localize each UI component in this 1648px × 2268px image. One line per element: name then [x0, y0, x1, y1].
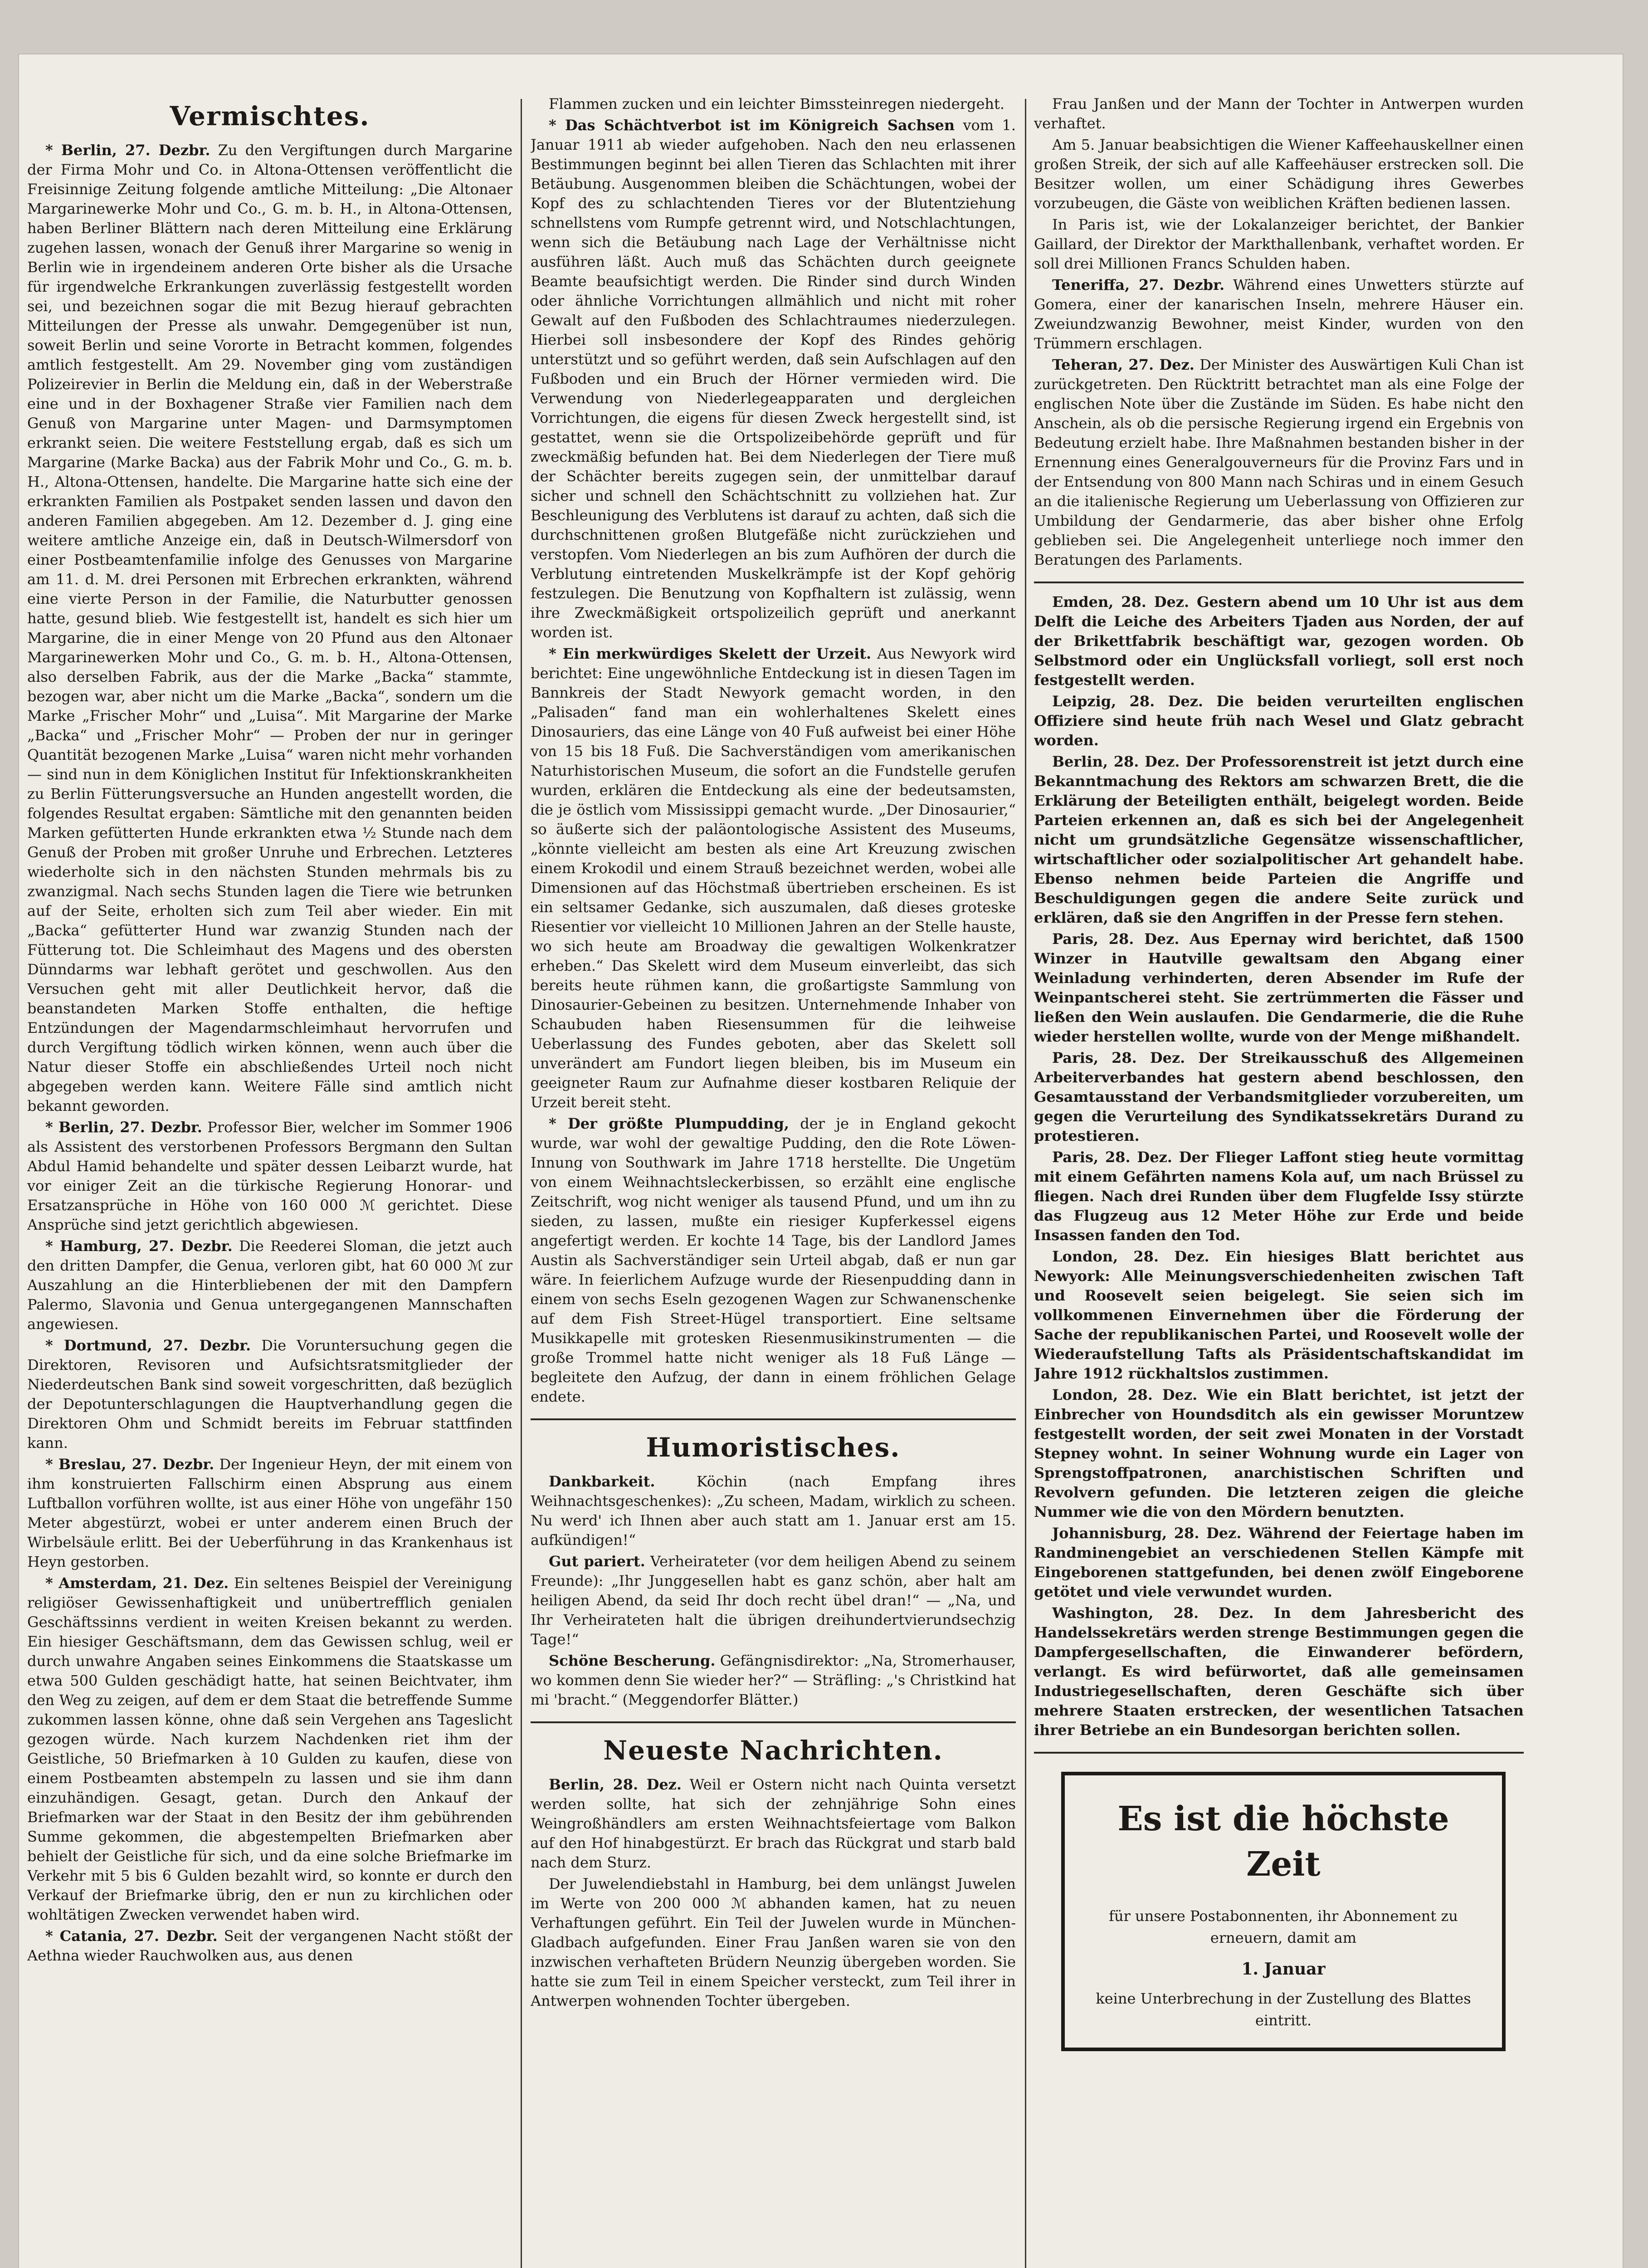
- article-paragraph: [1034, 1524, 1524, 1602]
- article-paragraph: [1034, 275, 1524, 353]
- article-text: In Paris ist, wie der Lokalanzeiger berichtet, der Bankier Gaillard, der Direktor der Markthallenbank, verhaftet worden. Er soll drei Millionen Francs Schulden haben.: [1034, 216, 1524, 272]
- article-dateline: Dankbarkeit.: [549, 1473, 655, 1490]
- divider: [1034, 1752, 1524, 1754]
- article-dateline: Gut pariert.: [549, 1553, 645, 1570]
- article-text: Während eines Unwetters stürzte auf Gomera, einer der kanarischen Inseln, mehrere Häuser ein. Zweiundzwanzig Bewohner, meist Kinder, wurden von den Trümmern erschlagen.: [1034, 276, 1524, 352]
- article-list: [27, 141, 512, 1965]
- article-paragraph: [1034, 355, 1524, 570]
- article-dateline: * Ein merkwürdiges Skelett der Urzeit.: [549, 645, 872, 662]
- article-dateline: Washington, 28. Dez.: [1052, 1604, 1254, 1622]
- article-paragraph: [531, 1114, 1016, 1407]
- article-text: Der Minister des Auswärtigen Kuli Chan ist zurückgetreten. Den Rücktritt betrachtet man als eine Folge der englischen Note über die Zustände im Süden. Es habe nicht den Anschein, als ob die persische Regierung irgend ein Ergebnis von Bedeutung erzielt habe. Ihre Maßnahmen bestanden bisher in der Ernennung eines Generalgouverneurs für die Provinz Fars und in der Entsendung von 800 Mann nach Schiras und in einem Gesuch an die italienische Regierung um Ueberlassung von Offizieren zur Umbildung der Gendarmerie, das aber bisher ohne Erfolg geblieben sei. Die Angelegenheit unterliege noch immer den Beratungen des Parlaments.: [1034, 356, 1524, 568]
- article-text: Der Streikausschuß des Allgemeinen Arbeiterverbandes hat gestern abend beschlossen, den Gesamtausstand der Verbandsmitglieder vorzubereiten, um gegen die Verurteilung des Syndikatssekretärs Durand zu protestieren.: [1034, 1049, 1524, 1144]
- article-paragraph: [531, 1472, 1016, 1550]
- ad-date: 1. Januar: [1241, 1960, 1326, 1979]
- article-text: Ein seltenes Beispiel der Vereinigung religiöser Gewissenhaftigkeit und unübertrefflich genialen Geschäftssinns verdient in weiten Kreisen bekannt zu werden. Ein hiesiger Geschäftsmann, dem das Gewissen schlug, weil er durch unwahre Angaben seines Einkommens die Staatskasse um etwa 500 Gulden geschädigt hatte, hat seinen Beichtvater, ihm den Weg zu zeigen, auf dem er dem Staat die betreffende Summe zukommen lassen könne, ohne daß sein Vergehen ans Tageslicht gezogen würde. Nach kurzem Nachdenken riet ihm der Geistliche, 50 Briefmarken à 10 Gulden zu kaufen, diese von einem Postbeamten abstempeln zu lassen und sie ihm dann einzuhändigen. Gesagt, getan. Durch den Ankauf der Briefmarken war der Staat in den Besitz der ihm gebührenden Summe gekommen, die abgestempelten Briefmarken aber behielt der Geistliche für sich, und da eine solche Briefmarke im Verkehr mit 5 bis 6 Gulden bezahlt wird, so konnte er durch den Verkauf der Briefmarke übrig, den er nun zu kirchlichen oder wohltätigen Zwecken verwendet haben wird.: [27, 1574, 512, 1923]
- article-paragraph: [27, 1118, 512, 1235]
- article-text: Aus Newyork wird berichtet: Eine ungewöhnliche Entdeckung ist in diesen Tagen im Bannkreis der Stadt Newyork gemacht worden, in den „Palisaden“ fand man ein wohlerhaltenes Skelett eines Dinosauriers, das eine Länge von 40 Fuß aufweist bei einer Höhe von 15 bis 18 Fuß. Die Sachverständigen vom amerikanischen Naturhistorischen Museum, die sofort an die Fundstelle gerufen wurden, erklären die Entdeckung als eine der bedeutsamsten, die je östlich vom Mississippi gemacht wurde. „Der Dinosaurier,“ so äußerte sich der paläontologische Assistent des Museums, „könnte vielleicht am besten als eine Art Kreuzung zwischen einem Krokodil und einem Strauß bezeichnet werden, wobei alle Dimensionen auf das Höchstmaß übertrieben erscheinen. Es ist ein seltsamer Gedanke, sich auszumalen, daß dieses groteske Riesentier vor vielleicht 10 Millionen Jahren an der Stelle hauste, wo sich heute am Broadway die gewaltigen Wolkenkratzer erheben.“ Das Skelett wird dem Museum einverleibt, das sich bereits heute rühmen kann, die großartigste Sammlung von Dinosaurier-Gebeinen zu besitzen. Unternehmende Inhaber von Schaubuden haben Riesensummen für die leihweise Ueberlassung des Fundes geboten, aber das Skelett soll unverändert am Fundort liegen bleiben, bis im Museum ein geeigneter Raum zur Aufnahme dieser kostbaren Reliquie der Urzeit bereit steht.: [531, 645, 1016, 1111]
- article-paragraph: [1034, 592, 1524, 690]
- article-paragraph: [1034, 929, 1524, 1046]
- article-dateline: * Hamburg, 27. Dezbr.: [45, 1237, 233, 1255]
- article-dateline: Emden, 28. Dez.: [1052, 593, 1190, 611]
- article-text: Zu den Vergiftungen durch Margarine der Firma Mohr und Co. in Altona-Ottensen veröffentlicht die Freisinnige Zeitung folgende amtliche Mitteilung: „Die Altonaer Margarinewerke Mohr und Co., G. m. b. H., in Altona-Ottensen, haben Berliner Blättern nach deren Mitteilung eine Erklärung zugehen lassen, wonach der Genuß ihrer Margarine so wenig in Berlin wie in irgendeinem anderen Orte bisher als die Ursache für irgendwelche Erkrankungen zuverlässig festgestellt worden sei, und bezeichnen sogar die mit Bezug hierauf gebrachten Mitteilungen der Presse als unwahr. Demgegenüber ist nun, soweit Berlin und seine Vororte in Betracht kommen, folgendes amtlich festgestellt. Am 29. November ging vom zuständigen Polizeirevier in Berlin die Meldung ein, daß in der Weberstraße eine und in der Boxhagener Straße vier Familien nach dem Genuß von Margarine unter Magen- und Darmsymptomen erkrankt seien. Die weitere Feststellung ergab, daß es sich um Margarine (Marke Backa) aus der Fabrik Mohr und Co., G. m. b. H., Altona-Ottensen, handelte. Die Margarine hatte sich eine der erkrankten Familien als Postpaket senden lassen und davon den anderen Familien abgegeben. Am 12. Dezember d. J. ging eine weitere amtliche Anzeige ein, daß in Deutsch-Wilmersdorf von einer Postbeamtenfamilie infolge des Genusses von Margarine am 11. d. M. drei Personen mit Erbrechen erkrankten, während eine vierte Person in der Familie, die Naturbutter genossen hatte, gesund blieb. Wie festgestellt ist, handelt es sich hier um Margarine, die in einer Menge von 20 Pfund aus den Altonaer Margarinewerken Mohr und Co., G. m. b. H., Altona-Ottensen, also derselben Fabrik, aus der die Marke „Backa“ stammte, bezogen war, aber nicht um die Marke „Backa“, sondern um die Marke „Frischer Mohr“ und „Luisa“. Mit Margarine der Marke „Backa“ und „Frischer Mohr“ — Proben der nur in geringer Quantität bezogenen Marke „Luisa“ waren nicht mehr vorhanden — sind nun in dem Königlichen Institut für Infektionskrankheiten zu Berlin Fütterungsversuche an Hunden angestellt worden, die folgendes Resultat ergaben: Sämtliche mit den genannten beiden Marken gefütterten Hunde erkrankten etwa ½ Stunde nach dem Genuß der Proben mit großer Unruhe und Erbrechen. Letzteres wiederholte sich in den nächsten Stunden mehrmals bis zu zwanzigmal. Nach sechs Stunden lagen die Tiere wie betrunken auf der Seite, erholten sich zum Teil aber wieder. Ein mit „Backa“ gefütterter Hund war zwanzig Stunden nach der Fütterung tot. Die Schleimhaut des Magens und des obersten Dünndarms war lebhaft gerötet und geschwollen. Aus den Versuchen geht mit aller Deutlichkeit hervor, daß die beanstandeten Marken Stoffe enthalten, die heftige Entzündungen der Magendarmschleimhaut hervorrufen und durch Vergiftung tödlich wirken können, wenn auch über die Natur dieser Stoffe ein abschließendes Urteil noch nicht abgegeben werden kann. Weitere Fälle sind amtlich nicht bekannt geworden.: [27, 142, 512, 1114]
- article-dateline: Johannisburg, 28. Dez.: [1052, 1525, 1242, 1542]
- article-text: Die Reederei Sloman, die jetzt auch den dritten Dampfer, die Genua, verloren gibt, hat 60 000 ℳ zur Auszahlung an die Hinterbliebenen der mit den Dampfern Palermo, Slavonia und Genua untergegangenen Mannschaften angewiesen.: [27, 1237, 512, 1333]
- article-dateline: Schöne Bescherung.: [549, 1652, 716, 1669]
- article-paragraph: [1034, 135, 1524, 213]
- article-text: der je in England gekocht wurde, war wohl der gewaltige Pudding, den die Rote Löwen-Innung von Southwark im Jahre 1718 herstellte. Die Ungetüm von einem Weihnachtsleckerbissen, so erzählt eine englische Zeitschrift, wog nicht weniger als tausend Pfund, und um ihn zu sieden, zu lassen, mußte ein riesiger Kupferkessel eigens angefertigt werden. Er kochte 14 Tage, bis der Landlord James Austin als Sachverständiger sein Urteil abgab, daß er nun gar wäre. In feierlichem Aufzuge wurde der Riesenpudding dann in einem von sechs Eseln gezogenen Wagen zur Schwanenschenke auf dem Fish Street-Hügel transportiert. Eine seltsame Musikkapelle mit grotesken Riesenmusikinstrumenten — die große Trommel hatte nicht weniger als 18 Fuß Länge — begleitete den Aufzug, der dann in einem fröhlichen Gelage endete.: [531, 1115, 1016, 1405]
- article-paragraph: [531, 94, 1016, 114]
- article-paragraph: [1034, 94, 1524, 133]
- article-dateline: * Amsterdam, 21. Dez.: [45, 1574, 229, 1592]
- article-paragraph: [1034, 1048, 1524, 1146]
- article-dateline: Berlin, 28. Dez.: [549, 1776, 682, 1793]
- section-heading-vermischtes: Vermischtes.: [170, 101, 370, 132]
- article-paragraph: [1034, 1385, 1524, 1522]
- article-text: Professor Bier, welcher im Sommer 1906 als Assistent des verstorbenen Professors Bergmann den Sultan Abdul Hamid behandelte und später dessen Leibarzt wurde, hat vor einiger Zeit an die türkische Regierung Honorar- und Ersatzansprüche in Höhe von 160 000 ℳ gerichtet. Diese Ansprüche sind jetzt gerichtlich abgewiesen.: [27, 1119, 512, 1233]
- article-dateline: * Der größte Plumpudding,: [549, 1115, 790, 1132]
- article-dateline: Teheran, 27. Dez.: [1052, 356, 1195, 373]
- article-text: Wie ein Blatt berichtet, ist jetzt der Einbrecher von Houndsditch als ein gewisser Moruntzew festgestellt worden, der seit zwei Monaten in der Vorstadt Stepney wohnt. In seiner Wohnung wurde ein Lager von Sprengstoffpatronen, anarchistischen Schriften und Revolvern gefunden. Die letzteren zeigen die gleiche Nummer wie die von den Mördern benutzten.: [1034, 1386, 1524, 1520]
- ad-text: für unsere Postabonnenten, ihr Abonnement zu erneuern, damit am: [1109, 1907, 1458, 1946]
- article-text: Der Professorenstreit ist jetzt durch eine Bekanntmachung des Rektors am schwarzen Brett, die die Erklärung der Beteiligten enthält, beigelegt worden. Beide Parteien erkennen an, daß es sich bei der Angelegenheit nicht um grundsätzliche Gegensätze wissenschaftlicher, wirtschaftlicher oder sozialpolitischer Art gehandelt habe. Ebenso nehmen beide Parteien die Angriffe und Beschuldigungen gegen die andere Seite zurück und erklären, daß sie den Angriffen in der Presse fern stehen.: [1034, 753, 1524, 926]
- article-dateline: Berlin, 28. Dez.: [1052, 753, 1180, 770]
- article-paragraph: [27, 1237, 512, 1334]
- article-paragraph: [27, 1455, 512, 1572]
- humor-list: [531, 1472, 1016, 1710]
- article-dateline: * Berlin, 27. Dezbr.: [45, 1119, 202, 1136]
- article-text: Aus Epernay wird berichtet, daß 1500 Winzer in Hautville gewaltsam den Abgang einer Weinladung verhinderten, deren Absender im Rufe der Weinpantscherei steht. Sie zertrümmerten die Fässer und ließen den Wein auslaufen. Die Gendarmerie, die die Ruhe wieder herstellen wollte, wurde von der Menge mißhandelt.: [1034, 930, 1524, 1045]
- article-text: Die beiden verurteilten englischen Offiziere sind heute früh nach Wesel und Glatz gebracht worden.: [1034, 693, 1524, 749]
- article-dateline: * Das Schächtverbot ist im Königreich Sachsen: [549, 117, 955, 134]
- article-text: Verheirateter (vor dem heiligen Abend zu seinem Freunde): „Ihr Junggesellen habt es ganz schön, aber halt am heiligen Abend, da seid Ihr doch recht übel dran!“ — „Na, und Ihr Verheirateten halt die übrigen dreihundertvierundsechzig Tage!“: [531, 1553, 1016, 1648]
- newspaper-page: [18, 54, 1624, 2268]
- article-text: Frau Janßen und der Mann der Tochter in Antwerpen wurden verhaftet.: [1034, 95, 1524, 132]
- article-text: Der Ingenieur Heyn, der mit einem von ihm konstruierten Fallschirm einen Absprung aus einem Luftballon vorführen wollte, ist aus einer Höhe von ungefähr 150 Meter abgestürzt, wobei er unter anderem einen Bruch der Wirbelsäule erlitt. Bei der Ueberführung in das Krankenhaus ist Heyn gestorben.: [27, 1456, 512, 1570]
- article-text: Ein hiesiges Blatt berichtet aus Newyork: Alle Meinungsverschiedenheiten zwischen Taft und Roosevelt seien beigelegt. Sie seien sich im vollkommenen Einvernehmen über die Förderung der Sache der republikanischen Partei, und Roosevelt wolle der Wiederaufstellung Tafts als Präsidentschaftskandidat im Jahre 1912 rückhaltslos zustimmen.: [1034, 1248, 1524, 1382]
- article-dateline: Leipzig, 28. Dez.: [1052, 693, 1203, 710]
- article-text: Gefängnisdirektor: „Na, Stromerhauser, wo kommen denn Sie wieder her?“ — Sträfling: „'s Christkind hat mi 'bracht.“ (Meggendorfer Blätter.): [531, 1652, 1016, 1708]
- article-paragraph: [531, 1651, 1016, 1710]
- subscription-ad-box: [1061, 1772, 1506, 2051]
- ad-headline: Es ist die höchste Zeit: [1117, 1799, 1449, 1884]
- news-list: [531, 1775, 1016, 2011]
- ad-text: keine Unterbrechung in der Zustellung des Blattes eintritt.: [1096, 1990, 1471, 2029]
- section-heading-neueste-nachrichten: Neueste Nachrichten.: [603, 1735, 943, 1766]
- column-1: [27, 94, 512, 2268]
- article-paragraph: [531, 116, 1016, 642]
- article-paragraph: [27, 141, 512, 1116]
- section-heading-humoristisches: Humoristisches.: [646, 1432, 901, 1463]
- article-text: Weil er Ostern nicht nach Quinta versetzt werden sollte, hat sich der zehnjährige Sohn eines Weingroßhändlers am ersten Weihnachtsfeiertage vom Balkon auf den Hof hinabgestürzt. Er brach das Rückgrat und starb bald nach dem Sturz.: [531, 1776, 1016, 1871]
- bold-news-list: [1034, 592, 1524, 1740]
- article-text: Gestern abend um 10 Uhr ist aus dem Delft die Leiche des Arbeiters Tjaden aus Norden, der auf der Brikettfabrik beschäftigt war, gezogen worden. Ob Selbstmord oder ein Unglücksfall vorliegt, soll erst noch festgestellt werden.: [1034, 593, 1524, 689]
- article-dateline: Teneriffa, 27. Dezbr.: [1052, 276, 1225, 293]
- article-list: [1034, 94, 1524, 570]
- article-paragraph: [531, 644, 1016, 1112]
- column-3: [1034, 94, 1524, 2268]
- divider: [531, 1721, 1016, 1723]
- article-paragraph: [27, 1926, 512, 1965]
- article-paragraph: [1034, 1603, 1524, 1740]
- divider: [1034, 582, 1524, 583]
- article-paragraph: [1034, 215, 1524, 274]
- article-text: Während der Feiertage haben im Randminengebiet an verschiedenen Stellen Kämpfe mit Eingeborenen stattgefunden, bei denen zwölf Eingeborene getötet und viele verwundet wurden.: [1034, 1525, 1524, 1600]
- article-paragraph: [1034, 692, 1524, 750]
- divider: [531, 1418, 1016, 1420]
- article-dateline: * Breslau, 27. Dezbr.: [45, 1456, 215, 1473]
- article-text: Köchin (nach Empfang ihres Weihnachtsgeschenkes): „Zu scheen, Madam, wirklich zu scheen. Nu werd' ich Ihnen aber auch statt am 1. Januar erst am 15. aufkündigen!“: [531, 1473, 1016, 1549]
- article-dateline: * Berlin, 27. Dezbr.: [45, 142, 210, 159]
- article-paragraph: [531, 1552, 1016, 1649]
- article-paragraph: [531, 1874, 1016, 2011]
- article-text: Seit der vergangenen Nacht stößt der Aethna wieder Rauchwolken aus, aus denen: [27, 1927, 512, 1964]
- article-dateline: Paris, 28. Dez.: [1052, 1149, 1172, 1166]
- article-dateline: Paris, 28. Dez.: [1052, 1049, 1185, 1066]
- article-dateline: * Dortmund, 27. Dezbr.: [45, 1337, 251, 1354]
- article-paragraph: [531, 1775, 1016, 1872]
- article-text: Die Voruntersuchung gegen die Direktoren, Revisoren und Aufsichtsratsmitglieder der Niederdeutschen Bank sind soweit vorgeschritten, daß bezüglich der Depotunterschlagungen die Hauptverhandlung gegen die Direktoren Ohm und Schmidt bereits im Februar stattfinden kann.: [27, 1337, 512, 1452]
- article-text: In dem Jahresbericht des Handelssekretärs werden strenge Bestimmungen gegen die Dampfergesellschaften, die Einwanderer befördern, verlangt. Es wird befürwortet, daß alle gemeinsamen Industriegesellschaften, deren Geschäfte sich über mehrere Staaten erstrecken, der wesentlichen Tatsachen ihrer Betriebe an ein Bundesorgan berichten sollen.: [1034, 1604, 1524, 1739]
- column-rule: [521, 99, 522, 2268]
- article-dateline: Paris, 28. Dez.: [1052, 930, 1180, 948]
- article-dateline: London, 28. Dez.: [1052, 1386, 1198, 1403]
- article-text: Der Flieger Laffont stieg heute vormittag mit einem Gefährten namens Kola auf, um nach Brüssel zu fliegen. Nach drei Runden über dem Flugfelde Issy stürzte das Flugzeug aus 12 Meter Höhe zur Erde und beide Insassen fanden den Tod.: [1034, 1149, 1524, 1244]
- article-text: Der Juwelendiebstahl in Hamburg, bei dem unlängst Juwelen im Werte von 200 000 ℳ abhanden kamen, hat zu neuen Verhaftungen geführt. Ein Teil der Juwelen wurde in München-Gladbach aufgefunden. Einer Frau Janßen waren sie von den inzwischen verhafteten Brüdern Neunzig übergeben worden. Sie hatte sie zum Teil in einem Speicher versteckt, zum Teil ihrer in Antwerpen wohnenden Tochter übergeben.: [531, 1875, 1016, 2009]
- article-paragraph: [1034, 1247, 1524, 1383]
- article-text: vom 1. Januar 1911 ab wieder aufgehoben. Nach den neu erlassenen Bestimmungen beginnt bei allen Tieren das Schlachten mit ihrer Betäubung. Ausgenommen bleiben die Schächtungen, wobei der Kopf des zu schlachtenden Tieres vor der Blutentziehung schnellstens vom Rumpfe getrennt wird, und Notschlachtungen, wenn sich die Betäubung nach Lage der Verhältnisse nicht ausführen läßt. Auch muß das Schächten durch geeignete Beamte beaufsichtigt werden. Die Rinder sind durch Winden oder ähnliche Vorrichtungen allmählich und nicht mit roher Gewalt auf den Fußboden des Schlachtraumes niederzulegen. Hierbei soll insbesondere der Kopf des Rindes gehörig unterstützt und so geführt werden, daß sein Aufschlagen auf den Fußboden und ein Bruch der Hörner vermieden wird. Die Verwendung von Niederlegeapparaten und dergleichen Vorrichtungen, die eigens für diesen Zweck hergestellt sind, ist gestattet, wenn sie die Ortspolizeibehörde geprüft und für zweckmäßig befunden hat. Bei dem Niederlegen der Tiere muß der Schächter bereits zugegen sein, der unmittelbar darauf sicher und schnell den Schächtschnitt zu vollziehen hat. Zur Beschleunigung des Verblutens ist darauf zu achten, daß sich die durchschnittenen großen Blutgefäße nicht zurückziehen und verstopfen. Vom Niederlegen an bis zum Aufhören der durch die Verblutung eintretenden Muskelkrämpfe ist der Kopf gehörig festzulegen. Die Benutzung von Kopfhaltern ist zulässig, wenn ihre Zweckmäßigkeit ortspolizeilich geprüft und anerkannt worden ist.: [531, 117, 1016, 641]
- article-list: [531, 94, 1016, 1407]
- article-paragraph: [27, 1574, 512, 1925]
- column-rule: [1025, 99, 1026, 2268]
- article-paragraph: [27, 1336, 512, 1453]
- article-paragraph: [1034, 1148, 1524, 1245]
- article-dateline: London, 28. Dez.: [1052, 1248, 1209, 1265]
- article-text: Flammen zucken und ein leichter Bimssteinregen niedergeht.: [549, 95, 1005, 112]
- article-paragraph: [1034, 752, 1524, 928]
- article-text: Am 5. Januar beabsichtigen die Wiener Kaffeehauskellner einen großen Streik, der sich auf alle Kaffeehäuser erstrecken soll. Die Besitzer wollen, um einer Schädigung ihres Gewerbes vorzubeugen, die Gäste von weiblichen Kräften bedienen lassen.: [1034, 136, 1524, 212]
- column-2: [531, 94, 1016, 2268]
- article-dateline: * Catania, 27. Dezbr.: [45, 1927, 218, 1945]
